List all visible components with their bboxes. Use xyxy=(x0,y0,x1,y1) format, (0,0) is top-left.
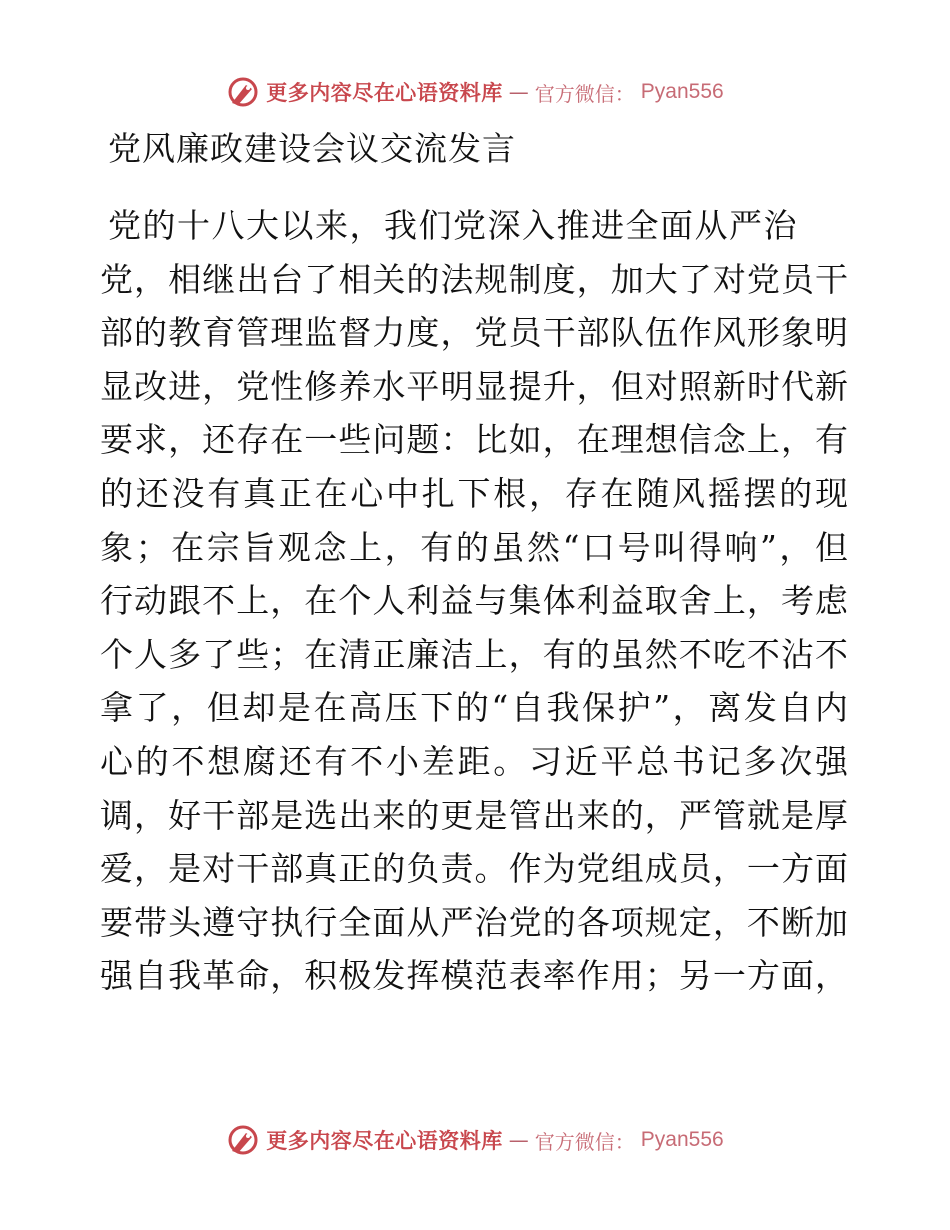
watermark-text: 更多内容尽在心语资料库 xyxy=(266,1128,503,1153)
document-body xyxy=(100,199,848,1003)
watermark-wechat-id: Pyan556 xyxy=(640,1128,724,1151)
body-line: 象；在宗旨观念上，有的虽然“口号叫得响”，但 xyxy=(100,527,848,567)
body-line: 党的十八大以来，我们党深入推进全面从严治 xyxy=(108,206,798,245)
pen-nib-circle-icon xyxy=(226,1123,260,1157)
body-line: 个人多了些；在清正廉洁上，有的虽然不吃不沾不 xyxy=(100,634,848,674)
watermark-dash: — xyxy=(508,80,529,104)
watermark-wechat-label: 官方微信： xyxy=(534,81,635,106)
body-line: 行动跟不上，在个人利益与集体利益取舍上，考虑 xyxy=(100,581,848,621)
watermark-text: 更多内容尽在心语资料库 xyxy=(266,80,503,105)
body-line: 显改进，党性修养水平明显提升，但对照新时代新 xyxy=(100,366,848,406)
body-line: 拿了，但却是在高压下的“自我保护”，离发自内 xyxy=(100,688,848,728)
pen-nib-circle-icon xyxy=(226,75,260,109)
body-line: 强自我革命，积极发挥模范表率作用；另一方面， xyxy=(100,956,848,996)
watermark-wechat-id: Pyan556 xyxy=(640,80,724,103)
body-line: 的还没有真正在心中扎下根，存在随风摇摆的现 xyxy=(100,473,848,513)
watermark-header xyxy=(0,72,950,112)
body-line: 爱，是对干部真正的负责。作为党组成员，一方面 xyxy=(100,849,848,889)
body-line: 要求，还存在一些问题：比如，在理想信念上，有 xyxy=(100,420,848,460)
document-title: 党风廉政建设会议交流发言 xyxy=(108,129,516,168)
watermark-wechat-label: 官方微信： xyxy=(534,1129,635,1154)
body-line: 党，相继出台了相关的法规制度，加大了对党员干 xyxy=(100,259,848,299)
body-line: 心的不想腐还有不小差距。习近平总书记多次强 xyxy=(100,741,848,781)
watermark-dash: — xyxy=(508,1128,529,1152)
body-line: 要带头遵守执行全面从严治党的各项规定，不断加 xyxy=(100,902,848,942)
body-line: 部的教育管理监督力度，党员干部队伍作风形象明 xyxy=(100,313,848,353)
body-line: 调，好干部是选出来的更是管出来的，严管就是厚 xyxy=(100,795,848,835)
watermark-footer xyxy=(0,1120,950,1160)
